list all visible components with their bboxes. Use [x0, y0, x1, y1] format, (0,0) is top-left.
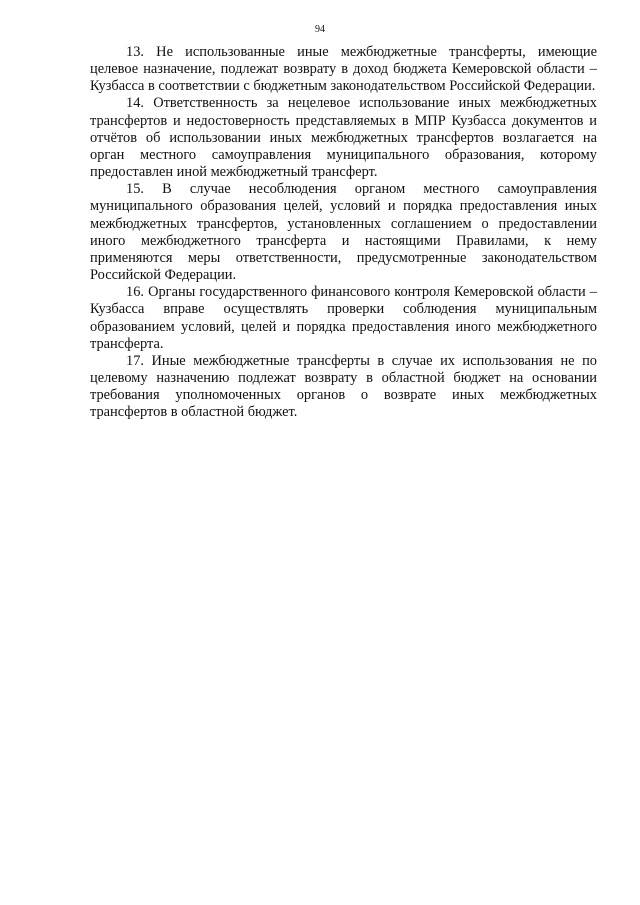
document-body: [90, 44, 597, 421]
paragraph-17: 17. Иные межбюджетные трансферты в случае их использования не по целевому назначению подлежат возврату в областной бюджет на основании требования уполномоченных органов о возврате иных межбюджетных трансфертов в областной бюджет.: [90, 352, 597, 421]
paragraph-13: 13. Не использованные иные межбюджетные трансферты, имеющие целевое назначение, подлежат возврату в доход бюджета Кемеровской области – Кузбасса в соответствии с бюджетным законодательством Российской Федерации.: [90, 44, 597, 95]
page-number: 94: [315, 24, 325, 35]
paragraph-15: 15. В случае несоблюдения органом местного самоуправления муниципального образования целей, условий и порядка предоставления иных межбюджетных трансфертов, установленных соглашением о предоставлении иного межбюджетного трансферта и настоящими Правилами, к нему применяются меры ответственности, предусмотренные законодательством Российской Федерации.: [90, 181, 597, 284]
paragraph-16: 16. Органы государственного финансового контроля Кемеровской области – Кузбасса вправе осуществлять проверки соблюдения муниципальным образованием условий, целей и порядка предоставления иного межбюджетного трансферта.: [90, 284, 597, 352]
paragraph-14: 14. Ответственность за нецелевое использование иных межбюджетных трансфертов и недостоверность представляемых в МПР Кузбасса документов и отчётов об использовании иных межбюджетных трансфертов возлагается на орган местного самоуправления муниципального образования, которому предоставлен иной межбюджетный трансферт.: [90, 95, 597, 181]
